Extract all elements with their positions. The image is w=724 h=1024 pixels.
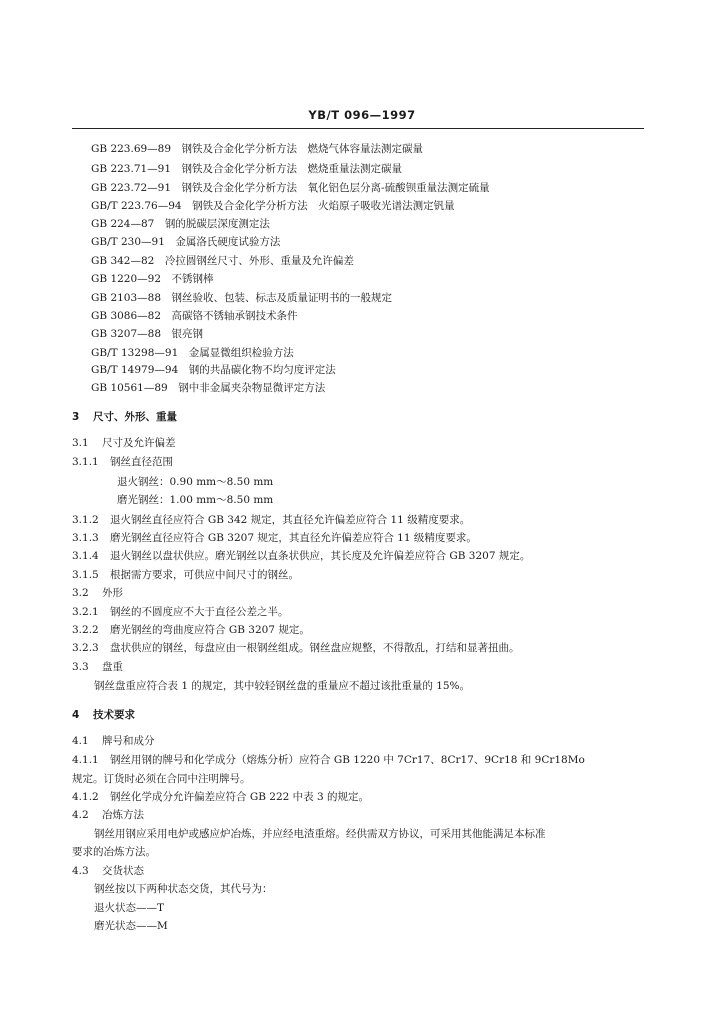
section-3-2-heading [72, 588, 123, 599]
reference-item: GB 224—87 钢的脱碳层深度测定法 [91, 218, 270, 230]
section-number: 3.1.3 [72, 532, 99, 544]
section-number: 4.3 [72, 865, 89, 877]
reference-item: GB/T 14979—94 钢的共晶碳化物不均匀度评定法 [91, 364, 336, 376]
section-3-2-1 [72, 607, 289, 618]
reference-item: GB 342—82 冷拉圆钢丝尺寸、外形、重量及允许偏差 [91, 255, 354, 267]
reference-item: GB 223.71—91 钢铁及合金化学分析方法 燃烧重量法测定碳量 [91, 163, 403, 175]
section-3-1-heading [72, 438, 176, 449]
section-number: 3.1.5 [72, 569, 99, 581]
section-number: 3.1.1 [72, 456, 99, 468]
section-3-1-3 [72, 533, 477, 544]
section-title: 尺寸及允许偏差 [102, 437, 176, 449]
section-4-2-continued: 要求的冶炼方法。 [72, 846, 156, 858]
section-number: 3.1.2 [72, 514, 99, 526]
reference-item: GB 1220—92 不锈钢棒 [91, 273, 214, 285]
reference-item: GB/T 13298—91 金属显微组织检验方法 [91, 347, 294, 359]
section-number: 3.2.1 [72, 606, 99, 618]
section-4-2-heading [72, 810, 144, 821]
section-3-1-4 [72, 551, 530, 562]
section-number: 3.3 [72, 661, 89, 673]
reference-item: GB 3086—82 高碳铬不锈轴承钢技术条件 [91, 310, 298, 322]
diameter-range-polished: 磨光钢丝：1.00 mm～8.50 mm [117, 494, 274, 506]
reference-item: GB 3207—88 银亮钢 [91, 328, 204, 340]
section-number: 3.1.4 [72, 550, 99, 562]
paragraph-text: 盘状供应的钢丝，每盘应由一根钢丝组成。钢丝盘应规整，不得散乱，打结和显著扭曲。 [110, 642, 520, 654]
header-rule [72, 128, 644, 129]
reference-item: GB 223.72—91 钢铁及合金化学分析方法 氧化铝色层分离-硫酸钡重量法测定硫量 [91, 182, 490, 194]
section-3-3-heading [72, 662, 123, 673]
section-number: 4.1.1 [72, 754, 99, 766]
section-number: 3.2.2 [72, 624, 99, 636]
section-3-1-1 [72, 457, 173, 468]
section-3-1-5 [72, 570, 299, 581]
section-3-3-text: 钢丝盘重应符合表 1 的规定，其中较轻钢丝盘的重量应不超过该批重量的 15%。 [94, 680, 471, 692]
section-number: 4.1.2 [72, 791, 99, 803]
section-title: 盘重 [102, 661, 123, 673]
paragraph-text: 钢丝的不圆度应不大于直径公差之半。 [110, 606, 289, 618]
delivery-state-polished: 磨光状态——M [94, 920, 168, 932]
paragraph-text: 钢丝用钢的牌号和化学成分（熔炼分析）应符合 GB 1220 中 7Cr17、8Cr17、9Cr18 和 9Cr18Mo [110, 754, 585, 766]
section-3-2-3 [72, 643, 520, 654]
section-4-1-1-continued: 规定。订货时必须在合同中注明牌号。 [72, 773, 251, 785]
paragraph-text: 退火钢丝直径应符合 GB 342 规定，其直径允许偏差应符合 11 级精度要求。 [110, 514, 471, 526]
section-title: 尺寸、外形、重量 [92, 411, 177, 423]
paragraph-text: 钢丝化学成分允许偏差应符合 GB 222 中表 3 的规定。 [110, 791, 370, 803]
section-4-1-2 [72, 792, 369, 803]
delivery-state-annealed: 退火状态——T [94, 902, 165, 914]
section-4-3-text: 钢丝按以下两种状态交货，其代号为： [94, 883, 273, 895]
reference-item: GB 223.69—89 钢铁及合金化学分析方法 燃烧气体容量法测定碳量 [91, 143, 424, 155]
section-title: 技术要求 [92, 709, 135, 721]
section-title: 外形 [102, 587, 123, 599]
section-number: 4.2 [72, 809, 89, 821]
section-title: 冶炼方法 [102, 809, 144, 821]
paragraph-text: 磨光钢丝的弯曲度应符合 GB 3207 规定。 [110, 624, 310, 636]
section-number: 3.2.3 [72, 642, 99, 654]
page-header-title: YB/T 096—1997 [308, 108, 416, 122]
section-4-heading [72, 710, 135, 721]
section-4-2-text: 钢丝用钢应采用电炉或感应炉冶炼，并应经电渣重熔。经供需双方协议，可采用其他能满足本标准 [94, 828, 546, 840]
section-4-3-heading [72, 866, 144, 877]
section-4-1-1 [72, 755, 585, 766]
section-title: 交货状态 [102, 865, 144, 877]
diameter-range-annealed: 退火钢丝：0.90 mm～8.50 mm [117, 476, 274, 488]
section-number: 4 [72, 709, 80, 721]
reference-item: GB/T 223.76—94 钢铁及合金化学分析方法 火焰原子吸收光谱法测定钒量 [91, 200, 455, 212]
section-number: 3.2 [72, 587, 89, 599]
reference-item: GB/T 230—91 金属洛氏硬度试验方法 [91, 236, 281, 248]
paragraph-text: 根据需方要求，可供应中间尺寸的钢丝。 [110, 569, 299, 581]
reference-item: GB 2103—88 钢丝验收、包装、标志及质量证明书的一般规定 [91, 292, 393, 304]
section-3-1-2 [72, 515, 470, 526]
section-number: 4.1 [72, 735, 89, 747]
paragraph-text: 退火钢丝以盘状供应。磨光钢丝以直条状供应，其长度及允许偏差应符合 GB 3207 规定。 [110, 550, 531, 562]
section-3-2-2 [72, 625, 310, 636]
reference-item: GB 10561—89 钢中非金属夹杂物显微评定方法 [91, 382, 326, 394]
section-3-heading [72, 412, 177, 423]
section-number: 3.1 [72, 437, 89, 449]
section-title: 牌号和成分 [102, 735, 155, 747]
section-4-1-heading [72, 736, 155, 747]
section-title: 钢丝直径范围 [110, 456, 173, 468]
paragraph-text: 磨光钢丝直径应符合 GB 3207 规定，其直径允许偏差应符合 11 级精度要求。 [110, 532, 477, 544]
section-number: 3 [72, 411, 80, 423]
